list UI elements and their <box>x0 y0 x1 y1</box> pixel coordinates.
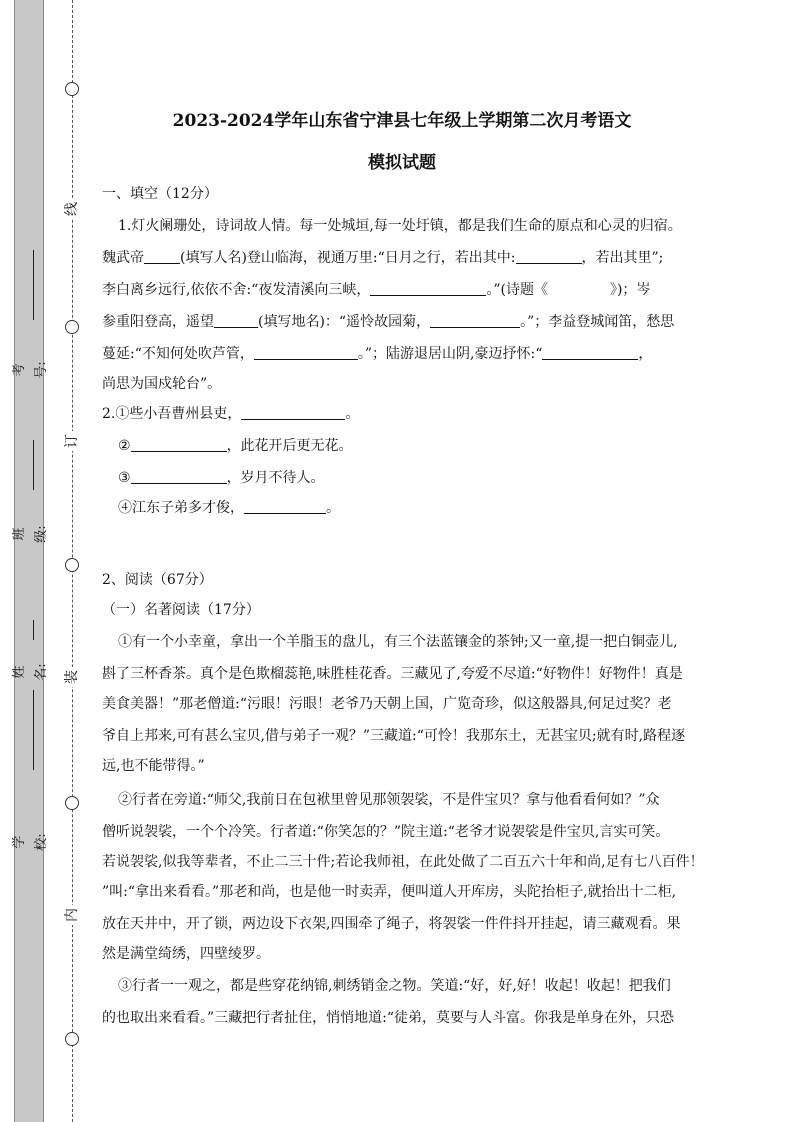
passage-line: ”叫:“拿出来看看。”那老和尚，也是他一时卖弄，便叫道人开库房，头陀抬柜子,就抬出十二柜, <box>102 884 677 900</box>
field-school <box>12 790 49 950</box>
passage-line: 爷自上邦来,可有甚么宝贝,借与弟子一观？”三藏道:“可怜！我那东土，无甚宝贝;就有时,路程逐 <box>102 728 686 744</box>
field-underline <box>33 250 34 320</box>
answer-blank[interactable] <box>144 249 180 264</box>
field-label: 考号: <box>12 361 49 379</box>
answer-blank[interactable] <box>244 499 326 514</box>
binding-char-zhuang: 装 <box>63 667 81 687</box>
exam-title: 2023-2024学年山东省宁津县七年级上学期第二次月考语文 <box>172 111 632 131</box>
question-2-item: ④江东子弟多才俊， 。 <box>118 500 340 516</box>
answer-blank[interactable] <box>370 281 486 296</box>
passage-line: 美食美器！”那老僧道:“污眼！污眼！老爷乃天朝上国，广览奇珍，似这般器具,何足过奖？老 <box>102 696 672 712</box>
answer-blank[interactable] <box>131 469 227 484</box>
binding-char-nei: 内 <box>63 905 81 925</box>
passage-line: ①有一个小幸童，拿出一个羊脂玉的盘儿，有三个法蓝镶金的茶钟;又一童,提一把白铜壶儿, <box>118 634 678 650</box>
field-label: 学校: <box>12 833 49 851</box>
field-underline <box>33 620 34 640</box>
field-label: 班级: <box>12 525 49 543</box>
answer-blank[interactable] <box>430 313 520 328</box>
binding-hole <box>65 1032 79 1046</box>
field-name <box>12 620 49 780</box>
question-1-line: 尚思为国戍轮台”。 <box>102 376 222 392</box>
question-1-line: 参重阳登高，遥望 (填写地名)：“遥怜故园菊， 。”；李益登城闻笛，愁思 <box>102 314 675 330</box>
subsection-heading: （一）名著阅读（17分） <box>102 602 260 618</box>
section-heading-fill: 一、填空（12分） <box>102 186 218 202</box>
question-1-line: 蔓延:“不知何处吹芦管， 。”；陆游退居山阴,豪迈抒怀:“ ， <box>102 346 653 362</box>
binding-char-ding: 订 <box>63 431 81 451</box>
field-label: 姓名: <box>12 663 49 681</box>
binding-hole <box>65 320 79 334</box>
question-2-item: ③ ，岁月不待人。 <box>118 470 325 486</box>
field-exam-number <box>12 250 49 410</box>
passage-line: 的也取出来看看。”三藏把行者扯住，悄悄地道:“徒弟，莫要与人斗富。你我是单身在外，只恐 <box>102 1010 675 1026</box>
exam-subtitle: 模拟试题 <box>368 153 436 173</box>
question-1-line: 李白离乡远行,依依不舍:“夜发清溪向三峡， 。”(诗题《 》)；岑 <box>102 282 651 298</box>
question-2-item: 2.①些小吾曹州县吏， 。 <box>102 406 360 422</box>
field-class <box>12 440 49 600</box>
passage-line: 僧听说袈裟，一个个冷笑。行者道:“你笑怎的？”院主道:“老爷才说袈裟是件宝贝,言实可笑。 <box>102 824 670 840</box>
answer-blank[interactable] <box>516 249 582 264</box>
field-underline <box>33 690 34 770</box>
answer-blank[interactable] <box>254 345 358 360</box>
binding-hole <box>65 558 79 572</box>
answer-blank[interactable] <box>241 405 345 420</box>
binding-hole <box>65 796 79 810</box>
question-1-line: 1.灯火阑珊处，诗词故人情。每一处城垣,每一处圩镇，都是我们生命的原点和心灵的归宿。 <box>118 218 682 234</box>
passage-line: ③行者一一观之，都是些穿花纳锦,刺绣销金之物。笑道:“好，好,好！收起！收起！把我们 <box>118 978 671 994</box>
passage-line: 放在天井中，开了锁，两边设下衣架,四围牵了绳子，将袈裟一件件抖开挂起，请三藏观看。果 <box>102 916 681 932</box>
answer-blank[interactable] <box>214 313 258 328</box>
question-1-line: 魏武帝 (填写人名)登山临海，视通万里:“日月之行，若出其中: ，若出其里”; <box>102 250 664 266</box>
passage-line: 然是满堂绮绣，四壁绫罗。 <box>102 946 270 962</box>
passage-line: ②行者在旁道:“师父,我前日在包袱里曾见那领袈裟，不是件宝贝？拿与他看看何如？”众 <box>118 792 660 808</box>
field-underline <box>33 440 34 490</box>
answer-blank[interactable] <box>131 437 227 452</box>
passage-line: 斟了三杯香茶。真个是色欺榴蕊艳,味胜桂花香。三藏见了,夸爱不尽道:“好物件！好物件！真是 <box>102 666 683 682</box>
question-2-item: ② ，此花开后更无花。 <box>118 438 353 454</box>
section-heading-reading: 2、阅读（67分） <box>102 572 213 588</box>
passage-line: 若说袈裟,似我等辈者，不止二三十件;若论我师祖，在此处做了二百五六十年和尚,足有七八百件！ <box>102 854 704 870</box>
answer-blank[interactable] <box>542 345 638 360</box>
passage-line: 远,也不能带得。” <box>102 758 205 774</box>
binding-char-xian: 线 <box>63 199 81 219</box>
binding-hole <box>65 82 79 96</box>
